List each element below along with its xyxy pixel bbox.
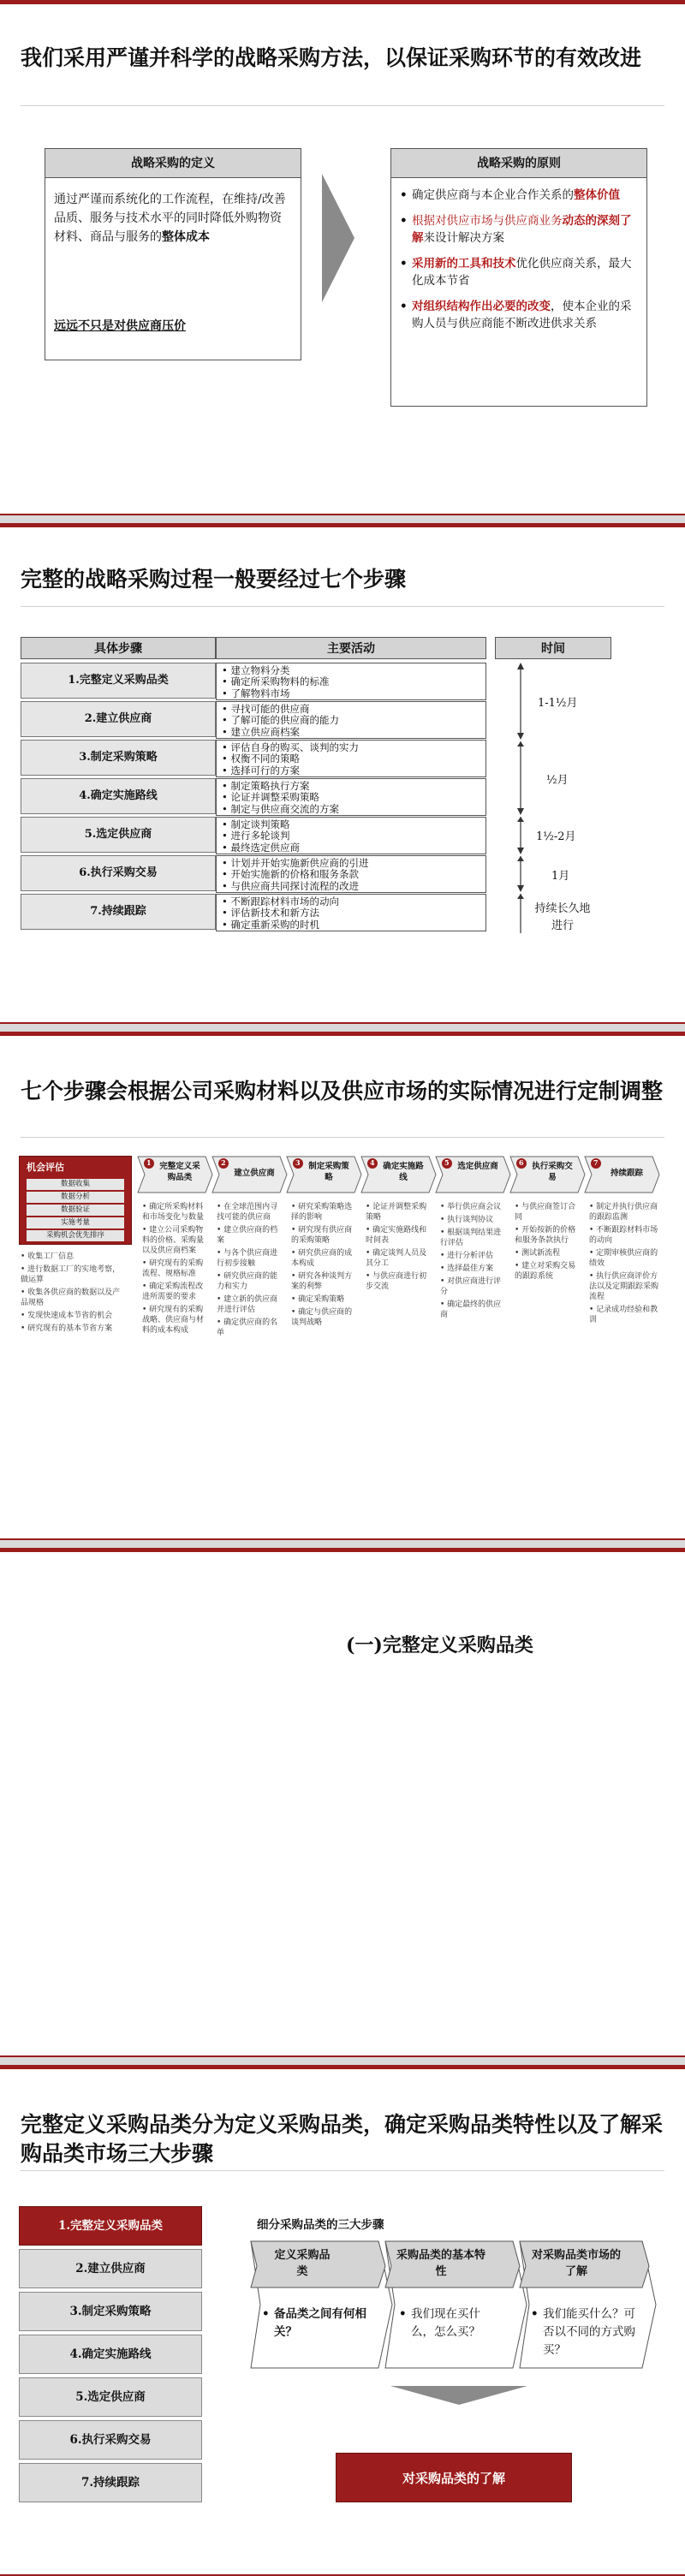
slide-gap (0, 1024, 685, 1032)
nav-step-4[interactable]: 4.确定实施路线 (19, 2335, 202, 2374)
step-column-3: • 研究采购策略选择的影响 • 研究现有供应商的采购策略 • 研究供应商的成本构成 • 研究各种谈判方案的利弊 • 确定采购策略 • 确定与供应商的谈判战略 (291, 1202, 360, 1330)
activity-group-5: • 制定谈判策略 • 进行多轮谈判 • 最终选定供应商 (216, 817, 486, 854)
principles-list (391, 178, 646, 332)
activities-header: 主要活动 (216, 637, 486, 659)
title-divider (21, 2170, 664, 2171)
step-col-title: 定义采购品类 (274, 2249, 331, 2278)
principle-item: • 根据对供应市场与供应商业务动态的深刻了解来设计解决方案 (400, 212, 638, 247)
chevron-num: 1 (146, 1158, 152, 1167)
time-4: 1月 (551, 870, 570, 883)
step-6: 6.执行采购交易 (21, 855, 216, 891)
activity-group-4: • 制定策略执行方案 • 论证并调整采购策略 • 制定与供应商交流的方案 (216, 778, 486, 816)
step-4: 4.确定实施路线 (21, 778, 216, 814)
step-7: 7.持续跟踪 (21, 894, 216, 930)
opportunity-step: 实施考量 (27, 1217, 124, 1229)
slide-gap (0, 2057, 685, 2065)
nav-step-3[interactable]: 3.制定采购策略 (19, 2292, 202, 2331)
nav-step-6[interactable]: 6.执行采购交易 (19, 2420, 202, 2460)
step-column-7: • 制定并执行供应商的跟踪监测 • 不断跟踪材料市场的动向 • 定期审核供应商的绩效 • 执行供应商评价方法以及定期跟踪采购流程 • 记录成功经验和教训 (589, 1202, 661, 1328)
down-arrow-icon (390, 2386, 527, 2406)
definition-box (45, 148, 301, 360)
chevron-num: 5 (444, 1158, 450, 1167)
step-col-question: • 备品类之间有何相关？ (262, 2305, 373, 2350)
chevron-label: 建立供应商 (234, 1169, 275, 1178)
title-divider (21, 1137, 664, 1138)
opportunity-panel (19, 1156, 132, 1245)
step-1: 1.完整定义采购品类 (21, 663, 216, 699)
chevron-num: 3 (295, 1158, 301, 1167)
chevron-label: 制定采购策略 (308, 1162, 349, 1182)
step-column-4: • 论证并调整采购策略 • 确定实施路线和时间表 • 确定谈判人员及其分工 • 与供应商进行初步交流 (366, 1202, 434, 1294)
step-3: 3.制定采购策略 (21, 740, 216, 776)
step-column-2: • 在全球范围内寻找可能的供应商 • 建立供应商的档案 • 与各个供应商进行初步接触 • 研究供应商的能力和实力 • 建立新的供应商并进行评估 • 确定供应商的名单 (217, 1202, 285, 1341)
chevron-label: 完整定义采购品类 (159, 1162, 200, 1182)
nav-step-2[interactable]: 2.建立供应商 (19, 2249, 202, 2288)
slide-3-title: 七个步骤会根据公司采购材料以及供应市场的实际情况进行定制调整 (21, 1079, 664, 1104)
step-5: 5.选定供应商 (21, 817, 216, 853)
chevron-num: 7 (593, 1158, 599, 1167)
step-col-question: • 我们能买什么？可否以不同的方式购买？ (531, 2305, 640, 2368)
slide-gap (0, 1540, 685, 1548)
chevron-num: 4 (370, 1158, 375, 1167)
definition-emphasis: 整体成本 (162, 230, 210, 244)
slide-4 (0, 1548, 685, 2057)
time-3: 1½-2月 (536, 830, 576, 843)
slide-1 (0, 0, 685, 515)
definition-header: 战略采购的定义 (45, 149, 301, 178)
nav-step-7[interactable]: 7.持续跟踪 (19, 2463, 202, 2502)
slide-2 (0, 523, 685, 1024)
slide-1-title: 我们采用严谨并科学的战略采购方法，以保证采购环节的有效改进 (21, 45, 642, 70)
step-2: 2.建立供应商 (21, 701, 216, 737)
time-5: 持续长久地进行 (534, 902, 591, 932)
activity-group-6: • 计划并开始实施新供应商的引进 • 开始实施新的价格和服务条款 • 与供应商共同探讨流程的改进 (216, 855, 486, 893)
activity-group-2: • 寻找可能的供应商 • 了解可能的供应商的能力 • 建立供应商档案 (216, 701, 486, 739)
section-title: (一)完整定义采购品类 (346, 1634, 533, 1657)
step-col-title: 对采购品类市场的了解 (531, 2249, 621, 2278)
nav-step-1[interactable]: 1.完整定义采购品类 (19, 2206, 202, 2246)
slide-5-title: 完整定义采购品类分为定义采购品类，确定采购品类特性以及了解采购品类市场三大步骤 (21, 2112, 664, 2166)
steps-header: 具体步骤 (21, 637, 216, 659)
definition-footer: 远远不只是对供应商压价 (54, 319, 186, 333)
definition-text: 通过严谨而系统化的工作流程，在维持/改善品质、服务与技术水平的同时降低外购物资材料、商品与服务的 (54, 193, 286, 244)
step-column-5: • 举行供应商会议 • 执行谈判协议 • 根据谈判结果进行评估 • 进行分析评估 • 选择最佳方案 • 对供应商进行评分 • 确定最终的供应商 (440, 1202, 509, 1323)
activity-group-3: • 评估自身的购买、谈判的实力 • 权衡不同的策略 • 选择可行的方案 (216, 740, 486, 777)
title-divider (21, 606, 664, 607)
step-column-1: • 确定所采购材料和市场变化与数量 • 建立公司采购物料的价格、采购量以及供应商档案 • 研究现有的采购流程、规格标准 • 确定采购流程改进所需要的要求 • 研究现有的采购战略、供应商与材料的成本构成 (142, 1202, 211, 1338)
principle-item: • 确定供应商与本企业合作关系的整体价值 (400, 187, 638, 204)
title-divider (21, 105, 664, 106)
slide-gap (0, 515, 685, 523)
process-chevrons (137, 1156, 668, 1193)
slide-5 (0, 2065, 685, 2576)
chevron-label: 确定实施路线 (383, 1162, 424, 1182)
opportunity-step: 数据收集 (27, 1179, 124, 1190)
step-col-question: • 我们现在买什么，怎么买？ (399, 2305, 502, 2350)
principle-item: • 采用新的工具和技术优化供应商关系，最大化成本节省 (400, 255, 638, 289)
chevron-label: 执行采购交易 (532, 1162, 573, 1182)
opportunity-step: 采购机会优先排序 (27, 1230, 124, 1241)
chevron-num: 6 (519, 1158, 524, 1167)
opportunity-header: 机会评估 (27, 1162, 64, 1173)
time-2: ½月 (546, 774, 569, 787)
principles-box (390, 148, 647, 407)
opportunity-step: 数据验证 (27, 1205, 124, 1216)
step-column-6: • 与供应商签订合同 • 开始按新的价格和服务条款执行 • 测试新流程 • 建立对采购交易的跟踪系统 (515, 1202, 583, 1284)
principles-header: 战略采购的原则 (391, 149, 646, 178)
activity-group-1: • 建立物料分类 • 确定所采购物料的标准 • 了解物料市场 (216, 663, 486, 700)
activity-group-7: • 不断跟踪材料市场的动向 • 评估新技术和新方法 • 确定重新采购的时机 (216, 894, 486, 931)
slide-2-title: 完整的战略采购过程一般要经过七个步骤 (21, 567, 407, 592)
time-header: 时间 (495, 637, 611, 659)
step-col-title: 采购品类的基本特性 (396, 2249, 485, 2278)
time-1: 1-1½月 (538, 697, 578, 710)
panel-title: 细分采购品类的三大步骤 (257, 2218, 384, 2232)
chevron-label: 选定供应商 (457, 1162, 498, 1171)
slide-3 (0, 1032, 685, 1540)
right-arrow-icon (322, 174, 354, 302)
result-box: 对采购品类的了解 (336, 2453, 572, 2502)
nav-step-5[interactable]: 5.选定供应商 (19, 2377, 202, 2417)
opportunity-step: 数据分析 (27, 1192, 124, 1203)
definition-body (45, 178, 301, 259)
opportunity-notes: • 收集工厂信息 • 进行数据工厂的实地考察，做运算 • 收集各供应商的数据以及产品规格 • 发现快速成本节省的机会 • 研究现有的基本节省方案 (21, 1252, 127, 1336)
principle-item: • 对组织结构作出必要的改变，使本企业的采购人员与供应商能不断改进供求关系 (400, 298, 638, 332)
chevron-num: 2 (221, 1158, 226, 1167)
chevron-label: 持续跟踪 (610, 1169, 643, 1178)
